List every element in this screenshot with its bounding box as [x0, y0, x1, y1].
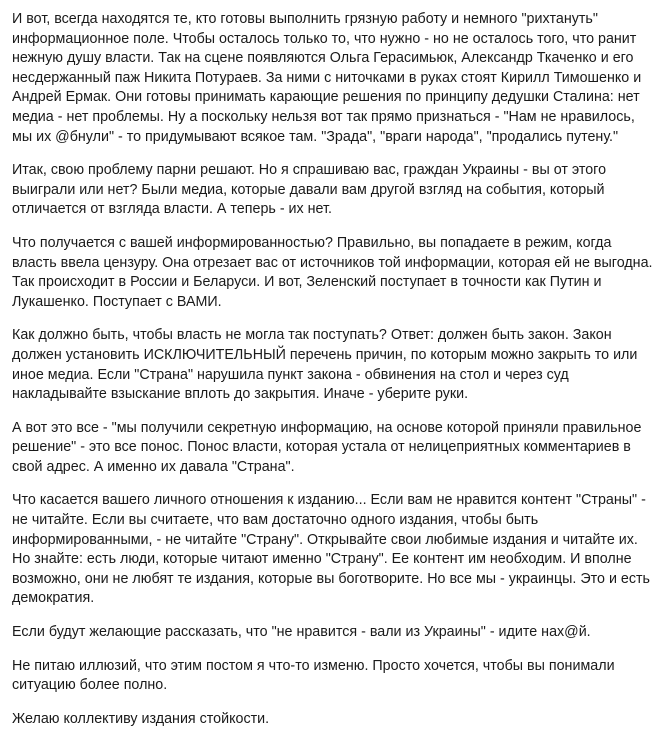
- paragraph: Если будут желающие рассказать, что "не нравится - вали из Украины" - идите нах@й.: [12, 624, 591, 641]
- paragraph: Не питаю иллюзий, что этим постом я что-то изменю. Просто хочется, чтобы вы понимали ситуацию более полно.: [12, 657, 615, 694]
- paragraph: Желаю коллективу издания стойкости.: [12, 710, 270, 727]
- paragraph: А вот это все - "мы получили секретную информацию, на основе которой приняли правильное решение" - это все понос. Понос власти, которая устала от нелицеприятных комментариев в свой адрес. А именно их давала "Страна".: [12, 419, 642, 475]
- paragraph: Как должно быть, чтобы власть не могла так поступать? Ответ: должен быть закон. Закон должен установить ИСКЛЮЧИТЕЛЬНЫЙ перечень причин, по которым можно закрыть то или иное медиа. Если "Страна" нарушила пункт закона - обвинения на стол и через суд накладывайте взыскание вплоть до закрытия. Иначе - уберите руки.: [12, 327, 638, 403]
- paragraph: Что получается с вашей информированностью? Правильно, вы попадаете в режим, когда власть ввела цензуру. Она отрезает вас от источников той информации, которая ей не выгодна. Так происходит в России и Беларуси. И вот, Зеленский поступает в точности как Путин и Лукашенко. Поступает с ВАМИ.: [12, 234, 653, 310]
- paragraph: Итак, свою проблему парни решают. Но я спрашиваю вас, граждан Украины - вы от этого выиграли или нет? Были медиа, которые давали вам другой взгляд на события, который отличается от взгляда власти. А теперь - их нет.: [12, 162, 607, 218]
- paragraph: Что касается вашего личного отношения к изданию... Если вам не нравится контент "Страны" - не читайте. Если вы считаете, что вам достаточно одного издания, чтобы быть информированными, - не читайте "Страну". Открывайте свои любимые издания и читайте их. Но знайте: есть люди, которые читают именно "Страну". Ее контент им необходим. И вполне возможно, они не любят те издания, которые вы боготворите. Но все мы - украинцы. Это и есть демократия.: [12, 492, 650, 607]
- paragraph: И вот, всегда находятся те, кто готовы выполнить грязную работу и немного "рихтануть" информационное поле. Чтобы осталось только то, что нужно - но не осталось того, что ранит нежную душу власти. Так на сцене появляются Ольга Герасимьюк, Александр Ткаченко и его несдержанный паж Никита Потураев. За ними с ниточками в руках стоят Кирилл Тимошенко и Андрей Ермак. Они готовы принимать карающие решения по принципу дедушки Сталина: нет медиа - нет проблемы. Ну а поскольку нельзя вот так прямо признаться - "Нам не нравилось, мы их @бнули" - то придумывают всякое там. "Зрада", "враги народа", "продались путену.": [12, 11, 642, 145]
